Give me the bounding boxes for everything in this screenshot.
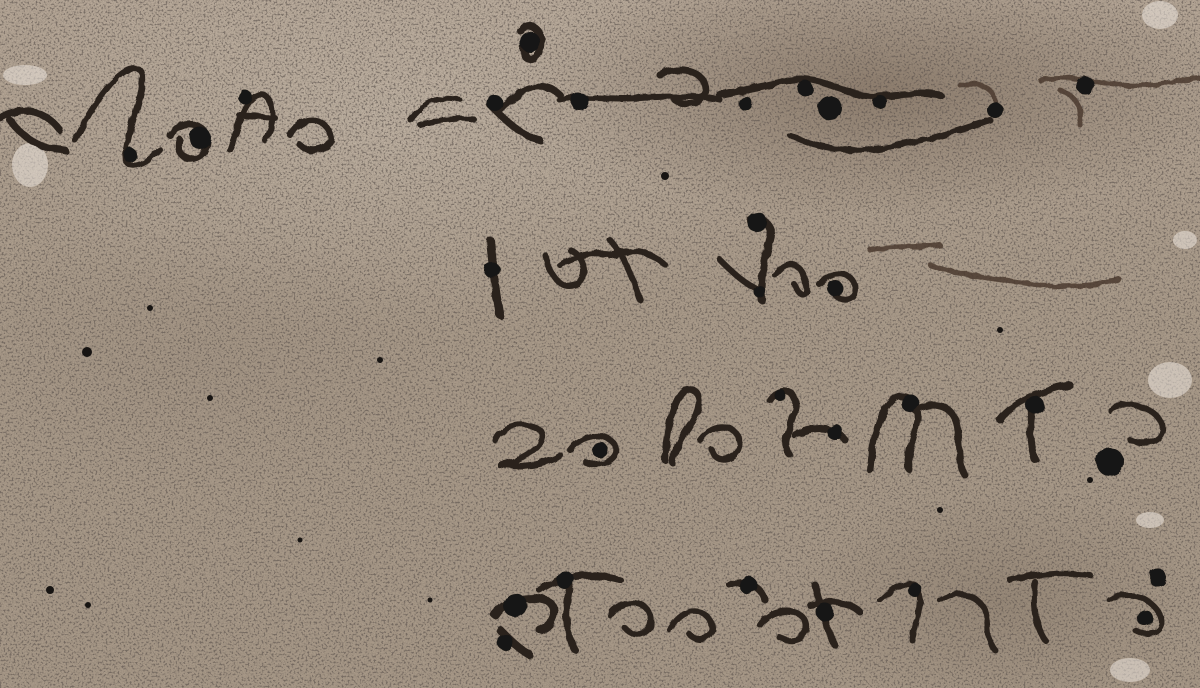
- transcription-line-2: [0, 255, 1200, 295]
- transcription-line-3: [0, 425, 1200, 465]
- transcription-line-4: [0, 600, 1200, 640]
- transcription-line-1: [0, 100, 1200, 140]
